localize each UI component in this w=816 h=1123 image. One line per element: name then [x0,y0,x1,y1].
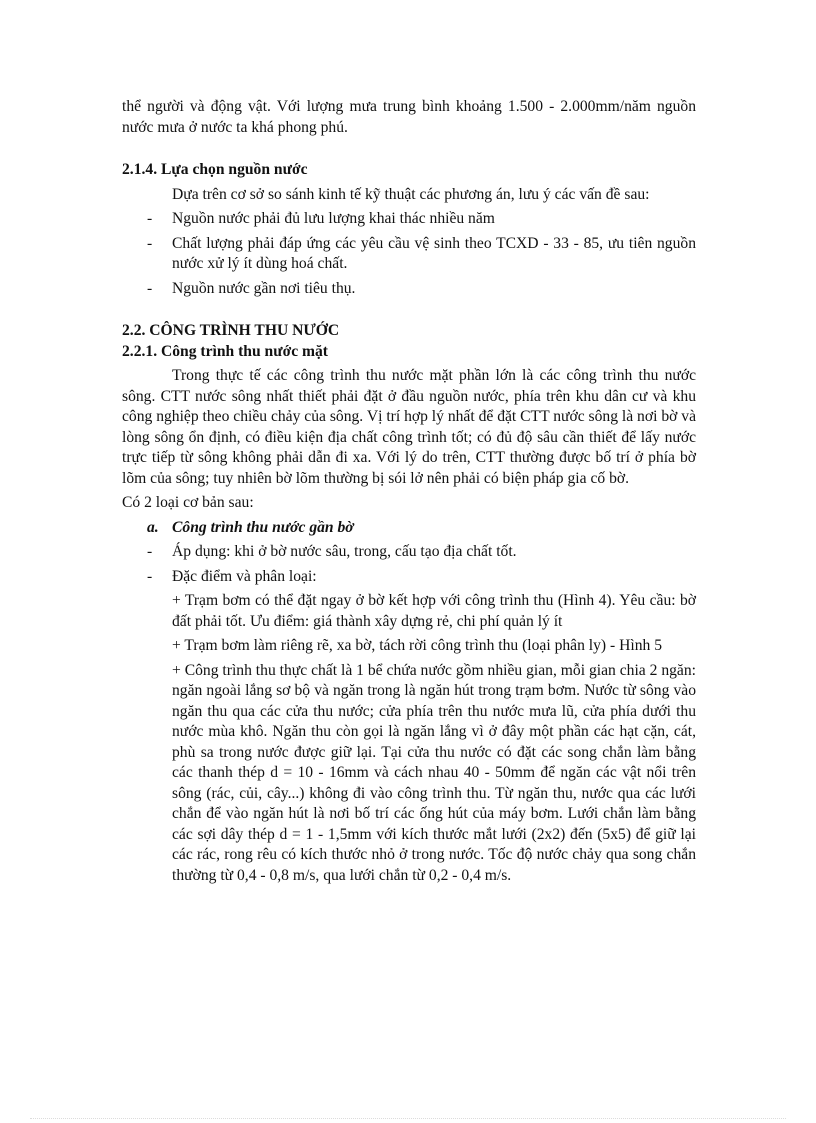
page-bottom-rule [30,1118,786,1119]
bullet-text: Áp dụng: khi ở bờ nước sâu, trong, cấu tạo địa chất tốt. [172,543,517,560]
intro-paragraph: thể người và động vật. Với lượng mưa trung bình khoảng 1.500 - 2.000mm/năm nguồn nước mưa ở nước ta khá phong phú. [122,98,696,136]
bullet-mark: - [147,210,153,227]
bullet-mark: - [147,543,153,560]
bullet-mark: - [147,234,153,252]
section-heading-2-2: 2.2. CÔNG TRÌNH THU NƯỚC [122,322,340,339]
bullet-mark: - [147,567,153,585]
bullet-text: Đặc điểm và phân loại: [172,567,317,585]
subsection-mark: a. [147,518,159,536]
section-2-2-1-paragraph: Trong thực tế các công trình thu nước mặt phần lớn là các công trình thu nước sông. CTT nước sông nhất thiết phải đặt ở đầu nguồn nước, phía trên khu dân cư và khu công nghiệp theo chiều chảy của sông. Vị trí hợp lý nhất để đặt CTT nước sông là nơi bờ và lòng sông ổn định, có điều kiện địa chất công trình tốt; có đủ độ sâu cần thiết để lấy nước trực tiếp từ sông không phải dẫn đi xa. Với lý do trên, CTT thường được bố trí ở phía bờ lõm của sông; tuy nhiên bờ lõm thường bị sói lở nên phải có biện pháp gia cố bờ. [122,367,696,487]
bullet-text: Chất lượng phải đáp ứng các yêu cầu vệ sinh theo TCXD - 33 - 85, ưu tiên nguồn nước xử lý ít dùng hoá chất. [172,234,696,272]
bullet-text: Nguồn nước phải đủ lưu lượng khai thác nhiều năm [172,210,495,227]
plus-item: + Công trình thu thực chất là 1 bể chứa nước gồm nhiều gian, mỗi gian chia 2 ngăn: ngăn ngoài lắng sơ bộ và ngăn trong là ngăn hút trong trạm bơm. Nước từ sông vào ngăn thu qua các cửa thu nước; cửa phía trên thu nước mưa lũ, cửa phía dưới thu nước mùa khô. Ngăn thu còn gọi là ngăn lắng vì ở đây một phần các hạt cặn, cát, phù sa trong nước được giữ lại. Tại cửa thu nước có đặt các song chắn làm bằng các thanh thép d = 10 - 16mm và cách nhau 40 - 50mm để ngăn các vật nổi trên sông (rác, củi, cây...) không đi vào công trình thu. Từ ngăn thu, nước qua các lưới chắn để vào ngăn hút là nơi bố trí các ống hút của máy bơm. Lưới chắn làm bằng các sợi dây thép d = 1 - 1,5mm với kích thước mắt lưới (2x2) đến (5x5) để giữ lại các rác, rong rêu có kích thước nhỏ ở trong nước. Tốc độ nước chảy qua song chắn thường từ 0,4 - 0,8 m/s, qua lưới chắn từ 0,2 - 0,4 m/s. [172,661,696,884]
bullet-item [122,542,696,563]
section-2-1-4-paragraph: Dựa trên cơ sở so sánh kinh tế kỹ thuật các phương án, lưu ý các vấn đề sau: [172,185,650,203]
document-page [122,97,696,886]
subsection-title: Công trình thu nước gần bờ [172,518,354,536]
types-intro: Có 2 loại cơ bản sau: [122,494,254,511]
bullet-item [122,567,696,588]
bullet-mark: - [147,279,153,297]
bullet-item [122,234,696,275]
bullet-item [122,209,696,230]
bullet-text: Nguồn nước gần nơi tiêu thụ. [172,279,356,297]
section-heading-2-2-1: 2.2.1. Công trình thu nước mặt [122,342,329,360]
bullet-item [122,279,696,300]
subsection-heading-a [122,518,696,539]
section-heading-2-1-4: 2.1.4. Lựa chọn nguồn nước [122,161,308,178]
plus-item: + Trạm bơm có thể đặt ngay ở bờ kết hợp với công trình thu (Hình 4). Yêu cầu: bờ đất phải tốt. Ưu điểm: giá thành xây dựng rẻ, chi phí quản lý ít [172,592,696,630]
plus-item: + Trạm bơm làm riêng rẽ, xa bờ, tách rời công trình thu (loại phân ly) - Hình 5 [172,637,662,654]
